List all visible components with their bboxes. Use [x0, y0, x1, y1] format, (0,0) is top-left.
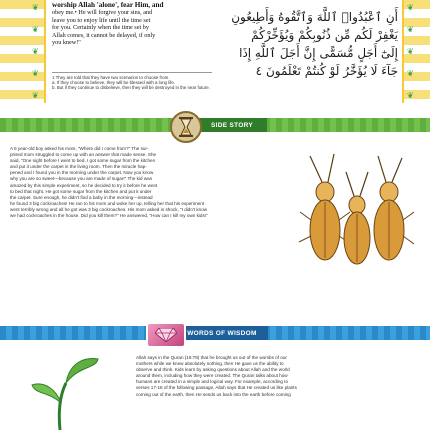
verse-border-right	[402, 0, 430, 103]
story-line: A 5 year-old boy asked his mom, "Where did I come from?" The sur-	[10, 146, 149, 151]
story-line: said, "One night before I went to bed, I got some sugar from the kitchen	[10, 158, 156, 164]
leaf-icon: ❦	[32, 3, 39, 12]
footnote: a. If they choose to believe, they will be blessed with a long life.	[52, 80, 176, 86]
story-line: amazed by this simple experiment, so he decided to try it before he went	[10, 182, 158, 188]
leaf-icon: ❦	[32, 47, 39, 56]
story-line: went terribly wrong and all he got was 3 big cockroaches. His mom asked in shock, "I didn't know	[10, 206, 208, 212]
footnote: b. But if they continue to disbelieve, then they will be destroyed in the near future.	[52, 85, 210, 91]
translation-line: obey me.• He will forgive your sins, and	[52, 9, 153, 17]
cockroach-icon	[344, 172, 370, 264]
wisdom-line: mothers while we knew absolutely nothing, then He gave us the ability to	[136, 361, 284, 367]
hourglass-icon	[170, 111, 202, 143]
translation-line: you knew!"	[52, 39, 81, 47]
footnote: 1 They are told that they have two scenarios to choose from.	[52, 75, 170, 80]
leaf-icon: ❦	[407, 69, 414, 78]
leaf-icon: ❦	[32, 25, 39, 34]
leaf-icon: ❦	[407, 47, 414, 56]
leaf-icon: ❦	[407, 3, 414, 12]
verse-translation	[52, 2, 212, 46]
translation-line: Allah comes, it cannot be delayed, if only	[52, 31, 156, 39]
leaf-icon: ❦	[32, 91, 39, 100]
cockroach-icon	[374, 156, 414, 260]
words-of-wisdom-text	[136, 355, 420, 398]
words-of-wisdom-title: WORDS OF WISDOM	[176, 326, 268, 340]
arabic-line: أَنِ ٱعْبُدُوا۟ ٱللَّهَ وَٱتَّقُوهُ وَأَطِيعُونِ	[231, 10, 398, 24]
story-line: we had cockroaches in the house. Did you kill them?" He answered, "How can I kill my own kids!"	[10, 213, 208, 219]
leaf-icon: ❦	[407, 91, 414, 100]
side-story-text	[10, 146, 300, 219]
translation-line: leave you to enjoy life until the time set	[52, 16, 151, 24]
cockroach-icon	[299, 154, 351, 260]
words-of-wisdom-banner	[0, 326, 430, 340]
wisdom-line: Allah says in the Quran (16:78) that he brought us out of the wombs of our	[136, 355, 287, 360]
story-line: he found 3 big cockroaches! He ran to his mom and woke her up, telling her that his experiment	[10, 200, 205, 206]
translation-line: worship Allah 'alone', fear Him, and	[52, 1, 164, 9]
verse-footnotes	[52, 72, 212, 91]
side-story-title: SIDE STORY	[197, 118, 267, 132]
leaf-icon: ❦	[407, 25, 414, 34]
wisdom-line: humans are created in a simple and logical way. For example, according to	[136, 379, 289, 385]
story-line: why you are so sweet—because you are made of sugar!" The kid was	[10, 176, 152, 182]
wisdom-line: verses 17-18 of the following passage, Allah says that He created us like plants	[136, 385, 297, 391]
gem-icon	[146, 322, 186, 348]
arabic-line: يَغْفِرْ لَكُم مِّن ذُنُوبِكُمْ وَيُؤَخِّرْكُمْ	[251, 28, 398, 42]
story-line: the carpet. Sure enough, he didn't find a baby in the morning—instead	[10, 194, 153, 200]
wisdom-line: coming out of the earth, then He sends us back into the earth before coming	[136, 391, 291, 397]
wisdom-line: observe and think. Kids learn by asking questions about Allah and the world	[136, 367, 290, 373]
story-line: to bed that night. He got some sugar from the kitchen and put it under	[10, 188, 152, 194]
verse-border-left	[0, 0, 46, 103]
sprout-icon	[32, 359, 98, 430]
arabic-line: جَآءَ لَا يُؤَخَّرُ لَوْ كُنتُمْ تَعْلَمُونَ ٤	[255, 64, 398, 78]
translation-line: for you. Certainly when the time set by	[52, 24, 149, 32]
verse-panel	[0, 0, 430, 103]
side-story-banner	[0, 118, 430, 132]
leaf-icon: ❦	[32, 69, 39, 78]
arabic-verse	[218, 8, 398, 80]
sprout-illustration	[30, 355, 100, 430]
story-line: and put it under the carpet in the living room. Then the miracle hap-	[10, 164, 147, 170]
story-line: pened and I found you in the morning under the carpet. Now you know	[10, 170, 154, 176]
arabic-line: إِلَىٰٓ أَجَلٍ مُّسَمًّى إِنَّ أَجَلَ ٱللَّهِ إِذَا	[239, 46, 398, 60]
wisdom-line: around them, including how they were created. The Quran talks about how	[136, 373, 288, 379]
cockroach-illustration	[296, 152, 416, 272]
story-line: prised mom struggled to come up with an answer that made sense. She	[10, 152, 157, 158]
